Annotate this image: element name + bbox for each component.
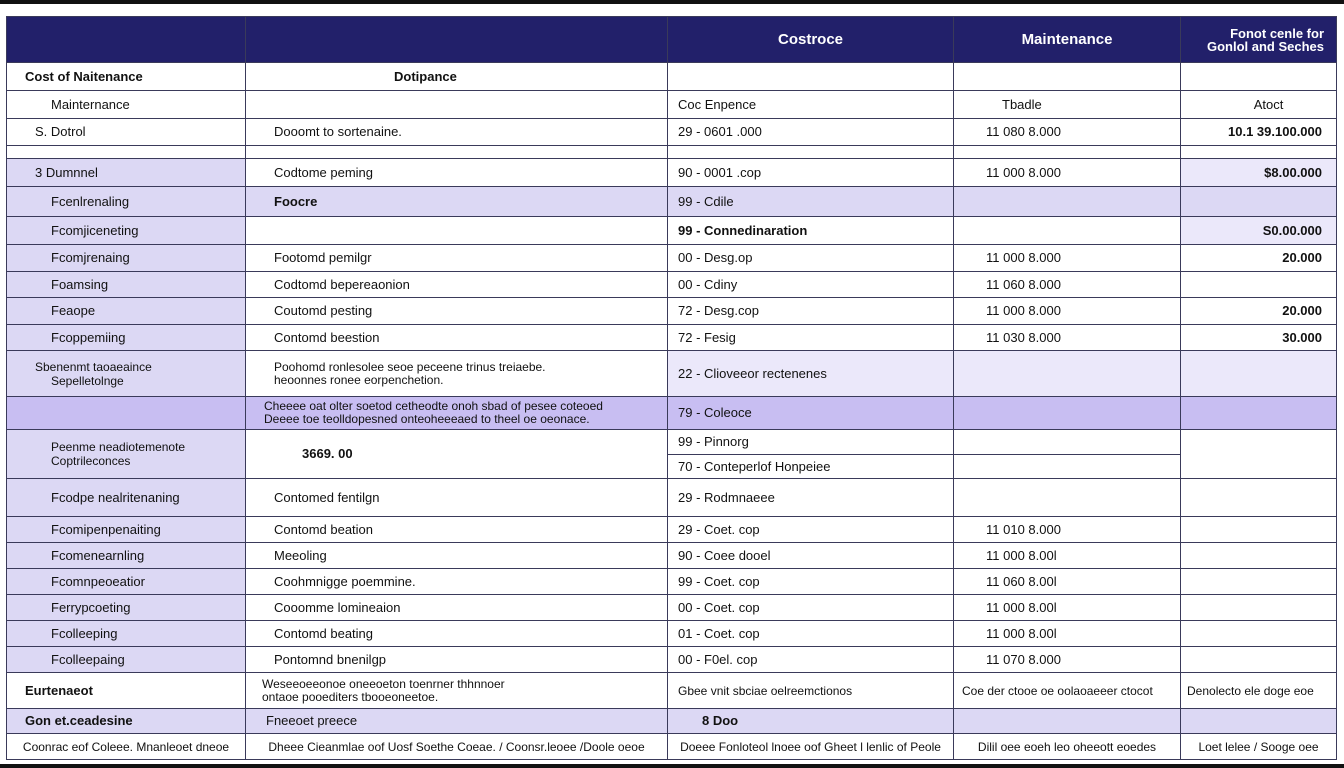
maintenance-cell: 11 070 8.000: [954, 647, 1181, 673]
cost-cell: 72 - Desg.cop: [668, 298, 954, 325]
amount-cell: [1181, 709, 1337, 734]
row-label: Fcomjiceneting: [7, 217, 246, 245]
table-row: [7, 517, 1337, 543]
description-cell: Dooomt to sortenaine.: [246, 119, 668, 146]
amount-cell: Atoct: [1181, 91, 1337, 119]
description-cell: Contomd beestion: [246, 325, 668, 351]
maintenance-cell: [954, 430, 1181, 455]
header-col5-line1: Fonot cenle for: [1230, 25, 1324, 41]
cost-cell: Gbee vnit sbciae oelreemctionos: [668, 673, 954, 709]
cost-cell: 79 - Coleoce: [668, 397, 954, 430]
table-row: [7, 621, 1337, 647]
table-row: [7, 63, 1337, 91]
amount-cell: S0.00.000: [1181, 217, 1337, 245]
description-cell: Foocre: [246, 187, 668, 217]
description-line1: Weseeoeeonoe oneeoeton toenrner thhnnoer: [262, 676, 505, 691]
table-row: [7, 298, 1337, 325]
table-row: [7, 430, 1337, 455]
cost-cell: 22 - Clioveeor rectenenes: [668, 351, 954, 397]
cost-cell: 29 - Coet. cop: [668, 517, 954, 543]
amount-cell: [1181, 272, 1337, 298]
table-row: [7, 187, 1337, 217]
description-cell: Contomd beating: [246, 621, 668, 647]
row-label: Fcoppemiing: [7, 325, 246, 351]
cost-cell: 72 - Fesig: [668, 325, 954, 351]
header-cell-1: [7, 17, 246, 63]
amount-cell: [1181, 569, 1337, 595]
description-cell: [246, 673, 668, 709]
table-row: [7, 351, 1337, 397]
row-label: Fcodpe nealritenaning: [7, 479, 246, 517]
amount-cell: 20.000: [1181, 298, 1337, 325]
description-cell: Footomd pemilgr: [246, 245, 668, 272]
maintenance-cell: 11 010 8.000: [954, 517, 1181, 543]
description-cell: Codtome peming: [246, 159, 668, 187]
maintenance-cell: [954, 455, 1181, 479]
description-cell: Coohmnigge poemmine.: [246, 569, 668, 595]
cost-cell: Coc Enpence: [668, 91, 954, 119]
amount-cell: [1181, 479, 1337, 517]
row-label: Fcolleeping: [7, 621, 246, 647]
description-cell: [246, 217, 668, 245]
amount-cell: [1181, 187, 1337, 217]
row-label: Mainternance: [7, 91, 246, 119]
footer-cell: Dilil oee eoeh leo oheeott eoedes: [954, 734, 1181, 760]
row-label: [7, 430, 246, 479]
table-row: [7, 272, 1337, 298]
row-label: Cost of Naitenance: [7, 63, 246, 91]
header-costroce: Costroce: [668, 17, 954, 63]
table-row: [7, 647, 1337, 673]
description-cell: Coutomd pesting: [246, 298, 668, 325]
cost-cell: 99 - Connedinaration: [668, 217, 954, 245]
row-label: Gon et.ceadesine: [7, 709, 246, 734]
cost-cell: 8 Doo: [668, 709, 954, 734]
cost-cell: 29 - Rodmnaeee: [668, 479, 954, 517]
amount-cell: 10.1 39.100.000: [1181, 119, 1337, 146]
description-cell: Contomd beation: [246, 517, 668, 543]
maintenance-cell: [954, 63, 1181, 91]
header-col5-line2: Gonlol and Seches: [1206, 38, 1324, 54]
maintenance-cell: [954, 187, 1181, 217]
row-label: Fcolleepaing: [7, 647, 246, 673]
description-cell: Contomed fentilgn: [246, 479, 668, 517]
cost-cell: 99 - Coet. cop: [668, 569, 954, 595]
row-label: Feaope: [7, 298, 246, 325]
maintenance-cell: [954, 217, 1181, 245]
description-cell: Dotipance: [246, 63, 668, 91]
maintenance-cell: 11 000 8.000: [954, 298, 1181, 325]
amount-cell: [1181, 430, 1337, 479]
description-cell: Codtomd bepereaonion: [246, 272, 668, 298]
description-line1: Poohomd ronlesolee seoe peceene trinus treiaebe.: [274, 359, 546, 374]
amount-cell: [1181, 351, 1337, 397]
header-cell-2: [246, 17, 668, 63]
description-cell: [246, 91, 668, 119]
footer-cell: Dheee Cieanmlae oof Uosf Soethe Coeae. / Coonsr.leoee /Doole oeoe: [246, 734, 668, 760]
amount-cell: 20.000: [1181, 245, 1337, 272]
description-cell: 3669. 00: [246, 430, 668, 479]
row-label-line1: Sbenenmt taoaeaince: [35, 359, 152, 374]
spacer-cell: [668, 146, 954, 159]
maintenance-cell: Tbadle: [954, 91, 1181, 119]
table-row: [7, 479, 1337, 517]
amount-cell: [1181, 63, 1337, 91]
header-row: [7, 17, 1337, 63]
description-line2: Deeee toe teolldopesned onteoheeeaed to theel oe oeonace.: [264, 412, 590, 426]
maintenance-cell: 11 000 8.00l: [954, 543, 1181, 569]
amount-cell: 30.000: [1181, 325, 1337, 351]
row-label: 3 Dumnnel: [7, 159, 246, 187]
footer-cell: Loet lelee / Sooge oee: [1181, 734, 1337, 760]
spacer-cell: [246, 146, 668, 159]
cost-cell: 00 - Desg.op: [668, 245, 954, 272]
maintenance-cell: [954, 397, 1181, 430]
amount-cell: [1181, 517, 1337, 543]
cost-cell: 70 - Conteperlof Honpeiee: [668, 455, 954, 479]
row-label: Eurtenaeot: [7, 673, 246, 709]
table-row: [7, 397, 1337, 430]
row-label: Fcomenearnling: [7, 543, 246, 569]
spacer-row: [7, 146, 1337, 159]
description-line2: ontaoe pooediters tbooeoneetoe.: [262, 689, 439, 704]
row-label: [7, 351, 246, 397]
cost-cell: [668, 63, 954, 91]
row-label: Fcomjrenaing: [7, 245, 246, 272]
spacer-cell: [7, 146, 246, 159]
description-cell: [246, 351, 668, 397]
cost-cell: 00 - F0el. cop: [668, 647, 954, 673]
header-control-services: [1181, 17, 1337, 63]
amount-cell: $8.00.000: [1181, 159, 1337, 187]
row-label: Fcomipenpenaiting: [7, 517, 246, 543]
maintenance-cell: 11 080 8.000: [954, 119, 1181, 146]
cost-cell: 00 - Coet. cop: [668, 595, 954, 621]
maintenance-cell: 11 000 8.000: [954, 159, 1181, 187]
footer-cell: Coonrac eof Coleee. Mnanleoet dneoe: [7, 734, 246, 760]
amount-cell: [1181, 647, 1337, 673]
table-row: [7, 159, 1337, 187]
amount-cell: [1181, 595, 1337, 621]
maintenance-cell: [954, 351, 1181, 397]
row-label-line2: Sepelletolnge: [51, 373, 124, 388]
maintenance-cell: 11 000 8.000: [954, 245, 1181, 272]
cost-cell: 90 - Coee dooel: [668, 543, 954, 569]
top-border-bar: [0, 0, 1344, 4]
table-row: [7, 91, 1337, 119]
table-row: [7, 119, 1337, 146]
description-cell: Pontomnd bnenilgp: [246, 647, 668, 673]
table-row: [7, 569, 1337, 595]
table-row: [7, 217, 1337, 245]
maintenance-cell: 11 030 8.000: [954, 325, 1181, 351]
description-line1: Cheeee oat olter soetod cetheodte onoh sbad of pesee coteoed: [264, 399, 603, 413]
description-cell: Cooomme lomineaion: [246, 595, 668, 621]
cost-cell: 01 - Coet. cop: [668, 621, 954, 647]
description-cell: [246, 397, 668, 430]
spacer-cell: [954, 146, 1181, 159]
row-label-line2: Coptrileconces: [51, 454, 131, 468]
cost-cell: 00 - Cdiny: [668, 272, 954, 298]
maintenance-cell: Coe der ctooe oe oolaoaeeer ctocot: [954, 673, 1181, 709]
row-label: Fcomnpeoeatior: [7, 569, 246, 595]
amount-cell: [1181, 621, 1337, 647]
table-row: [7, 709, 1337, 734]
table-row: [7, 543, 1337, 569]
row-label: S. Dotrol: [7, 119, 246, 146]
amount-cell: Denolecto ele doge eoe: [1181, 673, 1337, 709]
description-line2: heoonnes ronee eorpenchetion.: [274, 372, 444, 387]
cost-cell: 90 - 0001 .cop: [668, 159, 954, 187]
maintenance-cell: 11 060 8.000: [954, 272, 1181, 298]
maintenance-cell: [954, 479, 1181, 517]
maintenance-cell: 11 000 8.00l: [954, 621, 1181, 647]
row-label: [7, 397, 246, 430]
table-row: [7, 325, 1337, 351]
spacer-cell: [1181, 146, 1337, 159]
footer-cell: Doeee Fonloteol lnoee oof Gheet l lenlic of Peole: [668, 734, 954, 760]
amount-cell: [1181, 397, 1337, 430]
footer-row: [7, 734, 1337, 760]
maintenance-cell: [954, 709, 1181, 734]
row-label: Ferrypcoeting: [7, 595, 246, 621]
row-label-line1: Peenme neadiotemenote: [51, 440, 186, 454]
row-label: Fcenlrenaling: [7, 187, 246, 217]
amount-cell: [1181, 543, 1337, 569]
maintenance-cell: 11 000 8.00l: [954, 595, 1181, 621]
maintenance-cell: 11 060 8.00l: [954, 569, 1181, 595]
maintenance-cost-table: [6, 16, 1337, 760]
table-row: [7, 595, 1337, 621]
row-label: Foamsing: [7, 272, 246, 298]
description-cell: Meeoling: [246, 543, 668, 569]
table-row: [7, 673, 1337, 709]
bottom-border-bar: [0, 764, 1344, 768]
description-cell: Fneeoet preece: [246, 709, 668, 734]
cost-cell: 29 - 0601 .000: [668, 119, 954, 146]
cost-cell: 99 - Pinnorg: [668, 430, 954, 455]
table-row: [7, 245, 1337, 272]
cost-cell: 99 - Cdile: [668, 187, 954, 217]
header-maintenance: Maintenance: [954, 17, 1181, 63]
